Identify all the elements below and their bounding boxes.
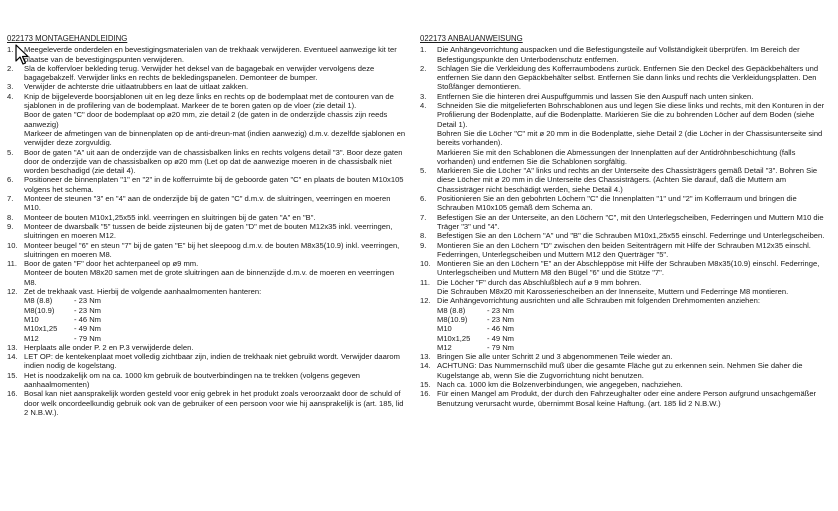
step-line: Bohren Sie die Löcher "C" mit ø 20 mm in die Bodenplatte, siehe Detail 2 (die Löcher in der Chassisunterseite sind bereits vorhanden). <box>437 128 823 148</box>
step-text <box>437 241 830 260</box>
step-line: Knip de bijgeleverde boorsjablonen uit en leg deze links en rechts op de bodemplaat met de contouren van de sjablonen in de profilering van de bodemplaat. Markeer de te boren gaten op de vloer (zie detail 1). <box>24 91 394 111</box>
step-line: LET OP: de kentekenplaat moet volledig zichtbaar zijn, indien de trekhaak niet gebruikt wordt. Verwijder daarom indien nodig de kogelstang. <box>24 352 400 371</box>
step-item <box>420 259 830 278</box>
step-line: Bringen Sie alle unter Schritt 2 und 3 abgenommenen Teile wieder an. <box>437 352 673 362</box>
step-line: Boor de gaten "C" door de bodemplaat op ø20 mm, zie detail 2 (de gaten in de onderzijde chassis zijn reeds aanwezig) <box>24 110 388 129</box>
step-item <box>420 101 830 166</box>
step-item <box>7 371 407 390</box>
step-text <box>437 213 830 232</box>
step-text <box>24 148 407 176</box>
step-text <box>437 389 830 408</box>
step-number: 9. <box>7 221 14 231</box>
step-text <box>24 241 407 260</box>
torque-value: - 23 Nm <box>74 305 102 315</box>
step-text <box>24 64 407 83</box>
step-line: Herplaats alle onder P. 2 en P.3 verwijderde delen. <box>24 342 194 352</box>
step-number: 3. <box>7 82 14 92</box>
step-text <box>437 194 830 213</box>
step-text <box>24 92 407 148</box>
step-line: ACHTUNG: Das Nummernschild muß über die gesamte Fläche gut zu erkennen sein. Nehmen Sie daher die Kugelstange ab, wenn Sie die Zugvorrichtung nicht benutzen. <box>437 361 803 380</box>
torque-bolt: M10 <box>437 324 452 334</box>
step-item <box>420 361 830 380</box>
dutch-instructions <box>7 34 407 417</box>
step-item <box>420 166 830 194</box>
step-number: 10. <box>7 240 18 250</box>
step-line: Monteer de dwarsbalk "5" tussen de beide zijsteunen bij de gaten "D" met de bouten M12x35 inkl. veerringen, sluitringen en moeren M12. <box>24 221 393 241</box>
step-text <box>437 64 830 92</box>
torque-value: - 46 Nm <box>487 324 515 334</box>
step-number: 16. <box>420 389 431 399</box>
step-number: 9. <box>420 240 427 250</box>
step-text <box>437 278 830 297</box>
step-line: Nach ca. 1000 km die Bolzenverbindungen, wie angegeben, nachziehen. <box>437 379 683 389</box>
step-line: Schlagen Sie die Verkleidung des Kofferraumbodens zurück. Entfernen Sie den Deckel des Gepäckbehälters und entfernen Sie dann den Gepäckbehälter selbst. Entfernen Sie dann links und rechts die Verkleidungsplatten. Den Stoßfänger demontieren. <box>437 63 819 92</box>
step-item <box>7 389 407 417</box>
torque-value: - 49 Nm <box>487 333 515 343</box>
step-line: Die Anhängevorrichtung auspacken und die Befestigungsteile auf Vollständigkeit überprüfen. Im Bereich der Befestigungspunkte den Unterbodenschutz entfernen. <box>437 45 800 64</box>
torque-bolt: M8 (8.8) <box>24 296 53 306</box>
step-item <box>7 194 407 213</box>
step-number: 2. <box>420 63 427 73</box>
step-number: 8. <box>7 212 14 222</box>
step-number: 3. <box>420 91 427 101</box>
step-number: 13. <box>7 342 18 352</box>
step-item <box>420 352 830 361</box>
step-item <box>7 64 407 83</box>
step-text <box>24 371 407 390</box>
step-line: Die Anhängevorrichtung ausrichten und alle Schrauben mit folgenden Drehmomenten anziehen: <box>437 296 760 306</box>
step-text <box>24 175 407 194</box>
step-number: 5. <box>7 147 14 157</box>
step-number: 11. <box>7 259 17 269</box>
step-number: 2. <box>7 63 14 73</box>
german-instructions <box>420 34 830 408</box>
torque-value: - 49 Nm <box>74 324 102 334</box>
dutch-steps <box>7 45 407 417</box>
step-line: Positioneer de binnenplaten "1" en "2" in de kofferruimte bij de geboorde gaten "C" en plaats de bouten M10x105 volgens het schema. <box>24 175 404 194</box>
step-line: Monteer de steunen "3" en "4" aan de onderzijde bij de gaten "C" d.m.v. de sluitringen, veerringen en moeren M10. <box>24 194 391 213</box>
step-text <box>437 92 830 101</box>
step-item <box>7 259 407 287</box>
step-line: Positionieren Sie an den gebohrten Löchern "C" die Innenplatten "1" und "2" im Kofferraum und bringen die Schrauben M10x105 gemäß dem Schema an. <box>437 194 797 213</box>
torque-bolt: M8(10.9) <box>437 314 468 324</box>
step-number: 4. <box>420 101 427 111</box>
step-item <box>420 194 830 213</box>
step-number: 8. <box>420 231 427 241</box>
step-text <box>437 101 830 166</box>
step-line: Befestigen Sie an der Unterseite, an den Löchern "C", mit den Unterlegscheiben, Federringen und Muttern M10 die Träger "3" und "4". <box>437 212 824 231</box>
step-number: 11. <box>420 277 430 287</box>
step-text <box>24 82 407 91</box>
step-line: Zet de trekhaak vast. Hierbij de volgende aanhaalmomenten hanteren: <box>24 287 262 297</box>
step-line: Monteer de bouten M8x20 samen met de grote sluitringen aan de binnenzijde d.m.v. de moeren en veerringen M8. <box>24 268 395 287</box>
step-text <box>24 343 407 352</box>
mouse-pointer-icon <box>15 44 31 66</box>
step-item <box>420 389 830 408</box>
step-line: Die Schrauben M8x20 mit Karosseriescheiben an der Innenseite, Muttern und Federringe M8 montieren. <box>437 287 789 297</box>
step-number: 1. <box>420 45 427 55</box>
step-item <box>420 45 830 64</box>
step-text <box>437 296 830 352</box>
torque-value: - 23 Nm <box>487 314 515 324</box>
torque-bolt: M10x1,25 <box>437 333 471 343</box>
step-number: 10. <box>420 259 431 269</box>
step-number: 16. <box>7 389 18 399</box>
step-line: Markeer de afmetingen van de binnenplaten op de anti-dreun-mat (indien aanwezig) d.m.v. dezelfde sjablonen en verwijder deze zorgvuldig. <box>24 128 406 148</box>
step-line: Meegeleverde onderdelen en bevestigingsmaterialen van de trekhaak verwijderen. Eventueel aanwezige kit ter plaatse van de bevestigingspunten verwijderen. <box>24 45 397 64</box>
step-line: Monteer de bouten M10x1,25x55 inkl. veerringen en sluitringen bij de gaten "A" en "B". <box>24 212 316 222</box>
step-line: Befestigen Sie an den Löchern "A" und "B" die Schrauben M10x1,25x55 einschl. Federringe und Unterlegscheiben. <box>437 231 825 241</box>
step-item <box>420 213 830 232</box>
torque-value: - 79 Nm <box>487 342 515 352</box>
dutch-title: 022173 MONTAGEHANDLEIDING <box>7 34 128 43</box>
torque-bolt: M12 <box>437 342 452 352</box>
step-line: Schneiden Sie die mitgelieferten Bohrschablonen aus und legen Sie diese links und rechts, mit den Konturen in der Profilierung der Bodenplatte, auf die Bodenplatte. Markieren Sie die zu bohrenden Löcher auf dem Boden (siehe Detail 1). <box>437 101 825 129</box>
step-item <box>7 82 407 91</box>
step-line: Boor de gaten "A" uit aan de onderzijde van de chassisbalken links en rechts volgens detail "3". Boor deze gaten door de onderzijde van de chassisbalken op ø20 mm (Let op dat de aanwezige moeren in de chassisbalk niet worden beschadigd (zie detail 4). <box>24 147 403 176</box>
torque-bolt: M8 (8.8) <box>437 305 466 315</box>
step-line: Bosal kan niet aansprakelijk worden gesteld voor enig gebrek in het produkt zoals veroorzaakt door de schuld of door welk oncordeelkundig gebruik ook van de gebruiker of een persoon voor wie hij aansprakelijk is (art. 185, lid 2 N.B.W.). <box>24 389 404 417</box>
step-number: 13. <box>420 352 431 362</box>
step-item <box>7 241 407 260</box>
step-item <box>420 92 830 101</box>
torque-value: - 79 Nm <box>74 333 102 343</box>
step-item <box>7 222 407 241</box>
torque-bolt: M10 <box>24 314 39 324</box>
step-text <box>437 166 830 194</box>
step-item <box>420 64 830 92</box>
step-text <box>24 389 407 417</box>
step-item <box>7 92 407 148</box>
step-line: Montieren Sie an den Löchern "D" zwischen den beiden Seitenträgern mit Hilfe der Schrauben M12x35 einschl. Federringen, Unterlegscheiben und Muttern M12 den Querträger "5". <box>437 240 811 259</box>
step-number: 6. <box>7 175 14 185</box>
step-item <box>7 352 407 371</box>
step-number: 7. <box>7 194 14 204</box>
step-line: Für einen Mangel am Produkt, der durch den Fahrzeughalter oder eine andere Person aufgrund unsachgemäßer Benutzung verursacht wurde, übernimmt Bosal keine Haftung. (art. 185 lid 2 N.B.W.) <box>437 389 817 408</box>
step-line: Markieren Sie die Löcher "A" links und rechts an der Unterseite des Chassisträgers gemäß Detail "3". Bohren Sie diese Löcher mit ø 20 mm in die Unterseite des Chassisträgers. (Achten Sie darauf, daß die Muttern am Chassisträger nicht beschädigt werden, siehe Detail 4.) <box>437 166 818 194</box>
step-item <box>7 148 407 176</box>
step-item <box>7 287 407 343</box>
torque-value: - 46 Nm <box>74 314 102 324</box>
step-number: 12. <box>7 287 18 297</box>
torque-value: - 23 Nm <box>487 305 515 315</box>
step-number: 7. <box>420 212 427 222</box>
step-item <box>420 380 830 389</box>
step-text <box>437 352 830 361</box>
step-line: Boor de gaten "F" door het achterpaneel op ø9 mm. <box>24 259 199 269</box>
step-line: Het is noodzakelijk om na ca. 1000 km gebruik de boutverbindingen na te trekken (volgens gegeven aanhaalmomenten) <box>24 370 361 389</box>
step-item <box>420 278 830 297</box>
german-steps <box>420 45 830 408</box>
step-line: Entfernen Sie die hinteren drei Auspuffgummis und lassen Sie den Auspuff nach unten sinken. <box>437 91 754 101</box>
step-number: 12. <box>420 296 431 306</box>
step-text <box>437 45 830 64</box>
step-line: Verwijder de achterste drie uitlaatrubbers en laat de uitlaat zakken. <box>24 82 249 92</box>
step-text <box>24 194 407 213</box>
step-item <box>420 241 830 260</box>
step-number: 6. <box>420 194 427 204</box>
step-number: 14. <box>420 361 431 371</box>
step-text <box>437 231 830 240</box>
step-text <box>437 361 830 380</box>
step-text <box>24 45 407 64</box>
step-number: 5. <box>420 166 427 176</box>
step-item <box>7 343 407 352</box>
step-number: 1. <box>7 45 14 55</box>
torque-table <box>437 306 830 352</box>
step-text <box>24 213 407 222</box>
step-text <box>24 287 407 343</box>
step-line: Monteer beugel "6" en steun "7" bij de gaten "E" bij het sleepoog d.m.v. de bouten M8x35(10.9) inkl. veerringen, sluitringen en moeren M8. <box>24 240 400 259</box>
torque-bolt: M12 <box>24 333 39 343</box>
step-number: 4. <box>7 91 14 101</box>
torque-bolt: M8(10.9) <box>24 305 55 315</box>
step-item <box>7 213 407 222</box>
german-title: 022173 ANBAUANWEISUNG <box>420 34 523 43</box>
step-text <box>24 259 407 287</box>
step-line: Montieren Sie an den Löchern "E" an der Abschleppöse mit Hilfe der Schrauben M8x35(10.9) einschl. Federringe, Unterlegscheiben und Muttern M8 den Bügel "6" und die Stütze "7". <box>437 259 820 278</box>
step-text <box>437 259 830 278</box>
step-line: Die Löcher "F" durch das Abschlußblech auf ø 9 mm bohren. <box>437 277 642 287</box>
step-number: 15. <box>420 379 431 389</box>
step-text <box>437 380 830 389</box>
step-text <box>24 352 407 371</box>
step-item <box>7 45 407 64</box>
torque-value: - 23 Nm <box>74 296 102 306</box>
step-number: 14. <box>7 352 18 362</box>
step-item <box>7 175 407 194</box>
torque-bolt: M10x1,25 <box>24 324 58 334</box>
step-line: Markieren Sie mit den Schablonen die Abmessungen der Innenplatten auf der Antidröhnbeschichtung (falls vorhanden) und entfernen Sie die Schablonen sorgfältig. <box>437 147 796 166</box>
step-number: 15. <box>7 370 18 380</box>
step-item <box>420 296 830 352</box>
step-line: Sla de koffervloer bekleding terug. Verwijder het deksel van de bagagebak en verwijder vervolgens deze bagagebakzelf. Verwijder links en rechts de bekledingspanelen. Demonteer de bumper. <box>24 63 375 83</box>
step-item <box>420 231 830 240</box>
torque-table <box>24 296 407 342</box>
step-text <box>24 222 407 241</box>
